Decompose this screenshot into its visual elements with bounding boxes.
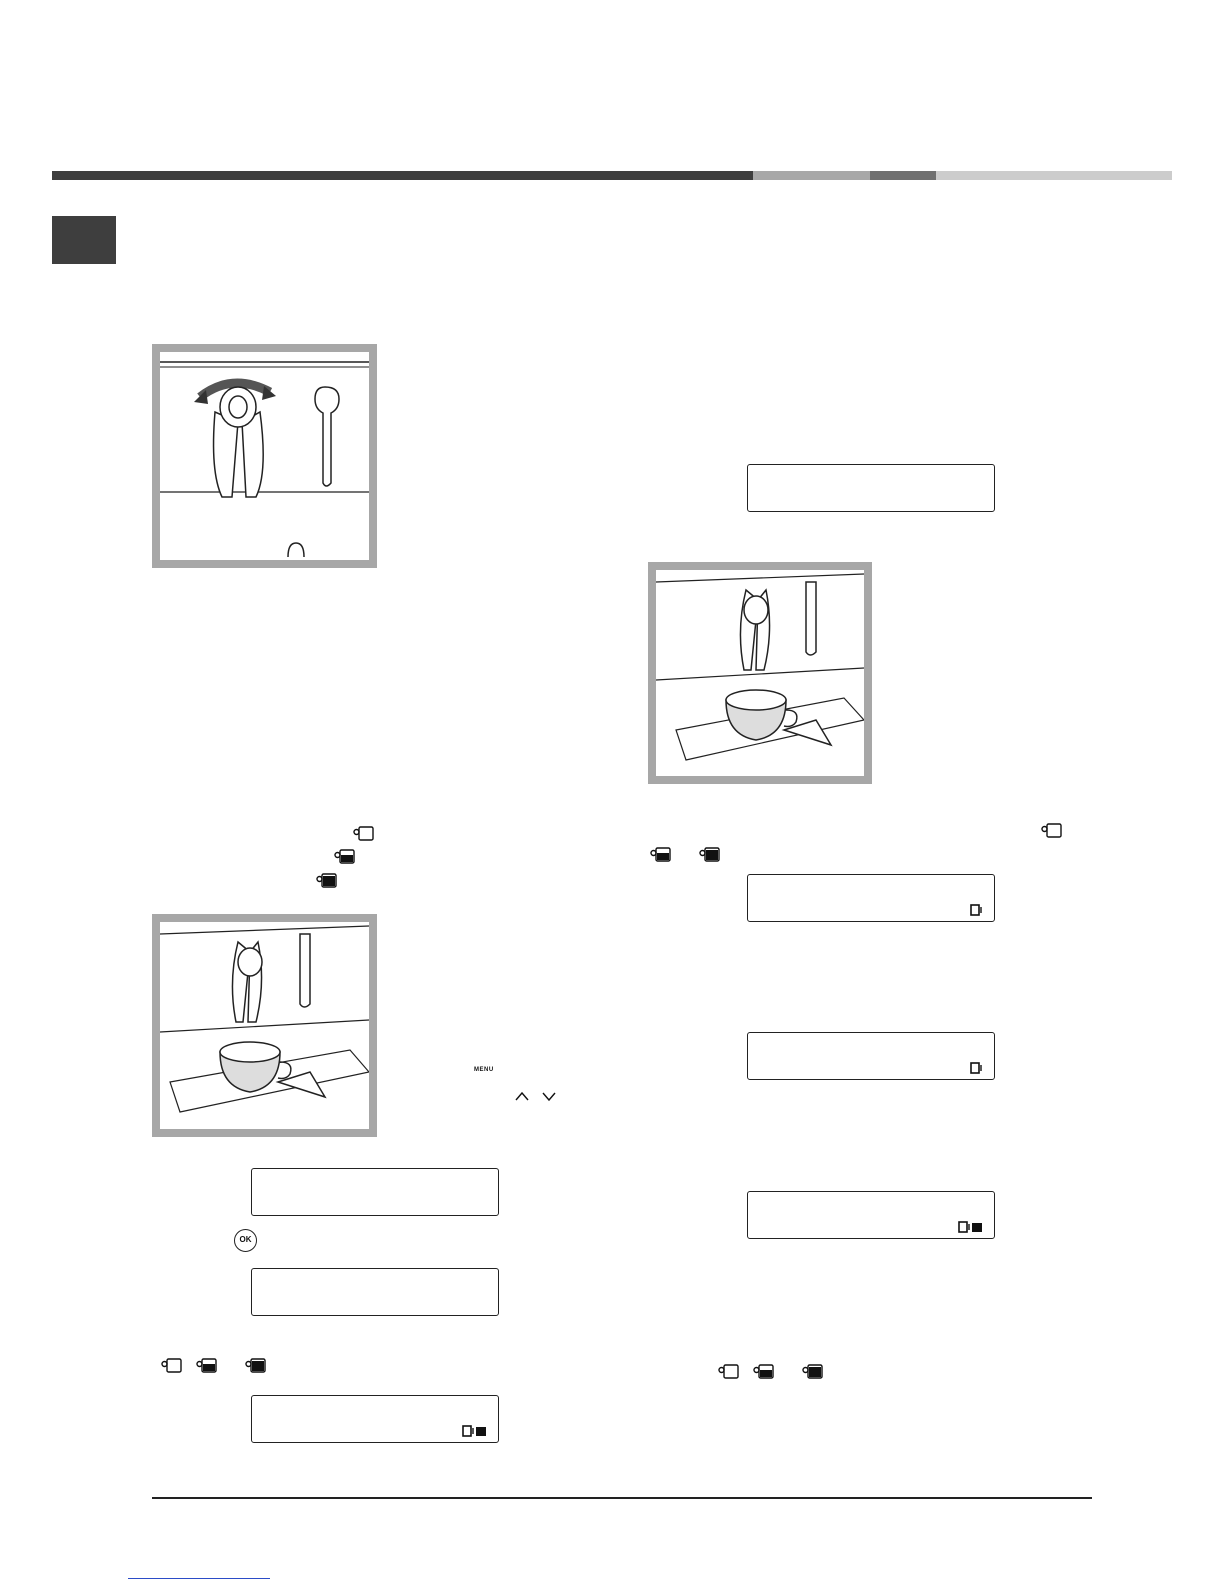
large-cup-icon bbox=[245, 1358, 267, 1374]
small-cup-icon bbox=[161, 1358, 183, 1374]
display-screen-3 bbox=[747, 1032, 995, 1080]
large-cup-icon bbox=[802, 1364, 824, 1380]
illustration-cup-under-dispenser-right bbox=[648, 562, 872, 784]
medium-cup-icon bbox=[650, 847, 672, 863]
language-tab bbox=[52, 216, 116, 264]
menu-button-label: MENU bbox=[474, 1067, 494, 1073]
cup-with-block-indicator-icon bbox=[958, 1220, 984, 1234]
large-cup-icon bbox=[316, 873, 338, 889]
small-cup-icon bbox=[718, 1364, 740, 1380]
single-cup-indicator-icon bbox=[970, 903, 984, 917]
header-bar-dark bbox=[52, 171, 753, 180]
large-cup-icon bbox=[699, 847, 721, 863]
display-screen-1 bbox=[747, 464, 995, 512]
small-cup-icon bbox=[1041, 823, 1063, 839]
display-screen-2 bbox=[747, 874, 995, 922]
illustration-knob-rotation bbox=[152, 344, 377, 568]
cup-dispenser-drawing-right bbox=[656, 570, 864, 776]
display-screen-7 bbox=[251, 1395, 499, 1443]
medium-cup-icon bbox=[334, 849, 356, 865]
header-bar-pale bbox=[936, 171, 1172, 180]
knob-rotation-drawing bbox=[160, 352, 369, 560]
footer-rule bbox=[152, 1497, 1092, 1499]
footer-link-underline[interactable] bbox=[128, 1578, 270, 1579]
ok-button-icon: OK bbox=[234, 1229, 257, 1252]
medium-cup-icon bbox=[196, 1358, 218, 1374]
medium-cup-icon bbox=[753, 1364, 775, 1380]
small-cup-icon bbox=[353, 826, 375, 842]
header-bar-light bbox=[753, 171, 870, 180]
cup-with-block-indicator-icon bbox=[462, 1424, 488, 1438]
display-screen-5 bbox=[251, 1168, 499, 1216]
single-cup-indicator-icon bbox=[970, 1061, 984, 1075]
cup-dispenser-drawing-left bbox=[160, 922, 369, 1129]
display-screen-6 bbox=[251, 1268, 499, 1316]
chevron-down-icon bbox=[541, 1090, 557, 1102]
header-bar-mid bbox=[870, 171, 936, 180]
chevron-up-icon bbox=[514, 1090, 530, 1102]
illustration-cup-under-dispenser-left bbox=[152, 914, 377, 1137]
display-screen-4 bbox=[747, 1191, 995, 1239]
